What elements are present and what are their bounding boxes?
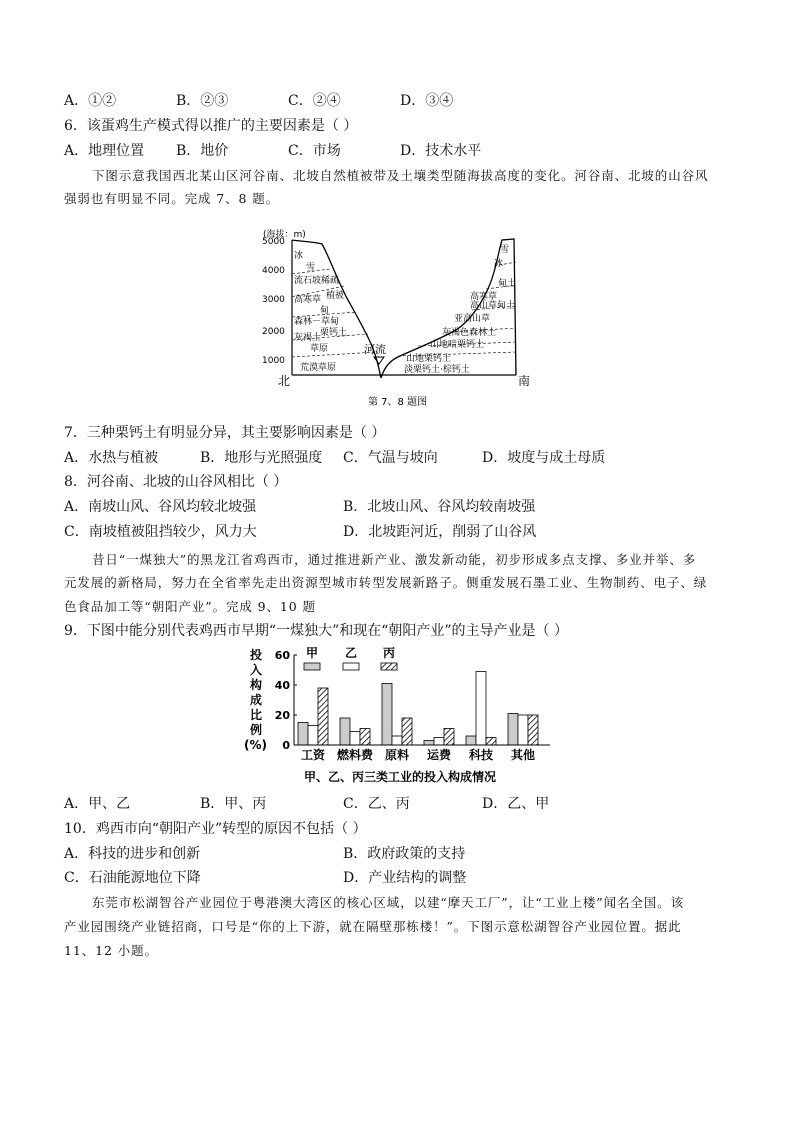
q5-option-a: A．①② [64, 93, 117, 109]
q10-option-c: C．石油能源地位下降 [64, 870, 201, 886]
bar-甲-运费 [424, 741, 434, 746]
bar-乙-工资 [308, 726, 318, 746]
q8-stem: 8．河谷南、北坡的山谷风相比（ ） [64, 474, 288, 490]
svg-text:山地暗栗钙土: 山地暗栗钙土 [430, 340, 485, 350]
ylabel-char-1: 入 [250, 663, 263, 677]
q8-option-b: B．北坡山风、谷风均较南坡强 [343, 499, 536, 515]
tick-5000: 5000 [262, 237, 285, 247]
bar-乙-原料 [392, 736, 402, 745]
svg-text:森林－草甸: 森林－草甸 [294, 317, 340, 327]
svg-text:甸: 甸 [320, 306, 330, 316]
tick-4000: 4000 [262, 266, 285, 276]
legend-label-乙: 乙 [344, 646, 358, 660]
intro1112-line2: 产业园围绕产业链招商，口号是“你的上下游，就在隔壁那栋楼！”。下图示意松湖智谷产业园位置。据此 [64, 919, 682, 934]
intro910-line3: 色食品加工等“朝阳产业”。完成 9、10 题 [64, 599, 316, 614]
svg-text:亚高山草: 亚高山草 [454, 314, 491, 324]
svg-text:草原: 草原 [310, 344, 329, 354]
svg-text:冰: 冰 [294, 251, 304, 261]
xlabel-科技: 科技 [468, 748, 494, 762]
q9-option-c: C．乙、丙 [343, 796, 410, 812]
legend-label-丙: 丙 [382, 646, 396, 660]
intro910-line1: 昔日“一煤独大”的黑龙江省鸡西市，通过推进新产业、激发新动能，初步形成多点支撑、多业并举、多 [92, 552, 697, 567]
q9-option-a: A．甲、乙 [64, 796, 131, 812]
q5-option-c: C．②④ [288, 93, 341, 109]
q5-option-b: B．②③ [176, 93, 229, 109]
ytick-60: 60 [274, 649, 290, 662]
ylabel-char-5: 例 [250, 723, 263, 737]
valley-profile-figure [258, 222, 538, 412]
tick-2000: 2000 [262, 327, 285, 337]
q6-option-b: B．地价 [176, 143, 229, 159]
q5-option-d: D．③④ [400, 93, 454, 109]
q6-stem: 6．该蛋鸡生产模式得以推广的主要因素是（ ） [64, 118, 358, 134]
ytick-40: 40 [274, 679, 290, 692]
q8-option-c: C．南坡植被阻挡较少，风力大 [64, 524, 257, 540]
legend-swatch-甲 [304, 663, 320, 670]
ytick-20: 20 [274, 709, 290, 722]
ylabel-char-6: (%) [244, 738, 267, 752]
tick-3000: 3000 [262, 295, 285, 305]
ylabel-char-4: 比 [250, 708, 263, 722]
chart-title: 甲、乙、丙三类工业的投入构成情况 [304, 770, 497, 784]
q6-option-a: A．地理位置 [64, 143, 145, 159]
bar-丙-运费 [444, 729, 454, 746]
intro78-line1: 下图示意我国西北某山区河谷南、北坡自然植被带及土壤类型随海拔高度的变化。河谷南、北坡的山谷风 [92, 168, 709, 183]
bar-甲-科技 [466, 736, 476, 745]
svg-text:荒漠草原: 荒漠草原 [300, 363, 337, 373]
legend-label-甲: 甲 [305, 646, 319, 660]
svg-text:雪: 雪 [306, 263, 316, 273]
bar-乙-运费 [434, 738, 444, 746]
q10-option-d: D．产业结构的调整 [343, 870, 467, 886]
svg-text:山地栗钙土: 山地栗钙土 [406, 354, 452, 364]
bar-甲-工资 [298, 723, 308, 746]
bar-丙-其他 [528, 715, 538, 745]
ytick-0: 0 [282, 739, 290, 752]
bar-甲-其他 [508, 714, 518, 746]
svg-text:高山草甸土: 高山草甸土 [470, 301, 516, 311]
q10-option-a: A．科技的进步和创新 [64, 846, 201, 862]
q9-stem: 9．下图中能分别代表鸡西市早期“一煤独大”和现在“朝阳产业”的主导产业是（ ） [64, 623, 568, 639]
svg-text:灰褐色森林土: 灰褐色森林土 [442, 328, 497, 338]
bar-丙-原料 [402, 718, 412, 745]
svg-text:植被: 植被 [326, 291, 345, 301]
q10-option-b: B．政府政策的支持 [343, 846, 466, 862]
q7-option-c: C．气温与坡向 [343, 450, 438, 466]
q6-option-d: D．技术水平 [400, 143, 482, 159]
q10-stem: 10．鸡西市向“朝阳产业”转型的原因不包括（ ） [64, 821, 367, 837]
q8-option-d: D．北坡距河近，削弱了山谷风 [343, 524, 537, 540]
q9-option-d: D．乙、甲 [482, 796, 550, 812]
bar-甲-燃料费 [340, 718, 350, 745]
intro78-line2: 强弱也有明显不同。完成 7、8 题。 [64, 191, 280, 206]
svg-text:甸土: 甸土 [498, 279, 517, 289]
q7-stem: 7．三种栗钙土有明显分异，其主要影响因素是（ ） [64, 425, 386, 441]
industry-input-bar-chart [240, 645, 560, 787]
xlabel-其他: 其他 [510, 748, 536, 762]
xlabel-运费: 运费 [426, 748, 452, 762]
intro910-line2: 元发展的新格局，努力在全省率先走出资源型城市转型发展新路子。侧重发展石墨工业、生物制药、电子、绿 [64, 575, 708, 590]
tick-1000: 1000 [262, 356, 285, 366]
svg-text:灰褐土: 灰褐土 [294, 333, 322, 343]
bar-乙-燃料费 [350, 732, 360, 746]
bar-丙-燃料费 [360, 729, 370, 746]
legend-swatch-乙 [343, 663, 359, 670]
q7-option-d: D．坡度与成土母质 [482, 450, 606, 466]
ylabel-char-3: 成 [250, 693, 263, 707]
svg-text:淡栗钙土·棕钙土: 淡栗钙土·棕钙土 [404, 365, 470, 375]
figure-caption: 第 7、8 题图 [368, 397, 428, 408]
ylabel-char-0: 投 [250, 648, 263, 662]
svg-text:高寒草: 高寒草 [294, 295, 322, 305]
q7-option-a: A．水热与植被 [64, 450, 159, 466]
ylabel-char-2: 构 [250, 678, 263, 692]
north-label: 北 [278, 374, 291, 388]
intro1112-line3: 11、12 小题。 [64, 943, 158, 958]
svg-text:流石坡稀疏: 流石坡稀疏 [294, 276, 340, 286]
q8-option-a: A．南坡山风、谷风均较北坡强 [64, 499, 257, 515]
bar-乙-科技 [476, 672, 486, 746]
xlabel-原料: 原料 [384, 748, 410, 762]
bar-甲-原料 [382, 684, 392, 746]
altitude-unit: (海拔：m) [263, 230, 306, 240]
xlabel-燃料费: 燃料费 [336, 748, 374, 762]
intro1112-line1: 东莞市松湖智谷产业园位于粤港澳大湾区的核心区域，以建“摩天工厂”，让“工业上楼”闻名全国。该 [92, 895, 684, 910]
svg-text:栗钙土: 栗钙土 [320, 328, 348, 338]
bar-丙-科技 [486, 738, 496, 746]
q7-option-b: B．地形与光照强度 [200, 450, 323, 466]
bar-乙-其他 [518, 715, 528, 745]
q6-option-c: C．市场 [288, 143, 341, 159]
xlabel-工资: 工资 [300, 748, 326, 762]
south-label: 南 [518, 374, 531, 388]
bar-丙-工资 [318, 688, 328, 745]
river-label: 河流 [364, 343, 386, 356]
legend-swatch-丙 [381, 663, 397, 670]
svg-text:雪: 雪 [500, 245, 510, 255]
svg-text:冰: 冰 [494, 259, 504, 269]
svg-text:高寒草: 高寒草 [470, 292, 498, 302]
q9-option-b: B．甲、丙 [200, 796, 267, 812]
